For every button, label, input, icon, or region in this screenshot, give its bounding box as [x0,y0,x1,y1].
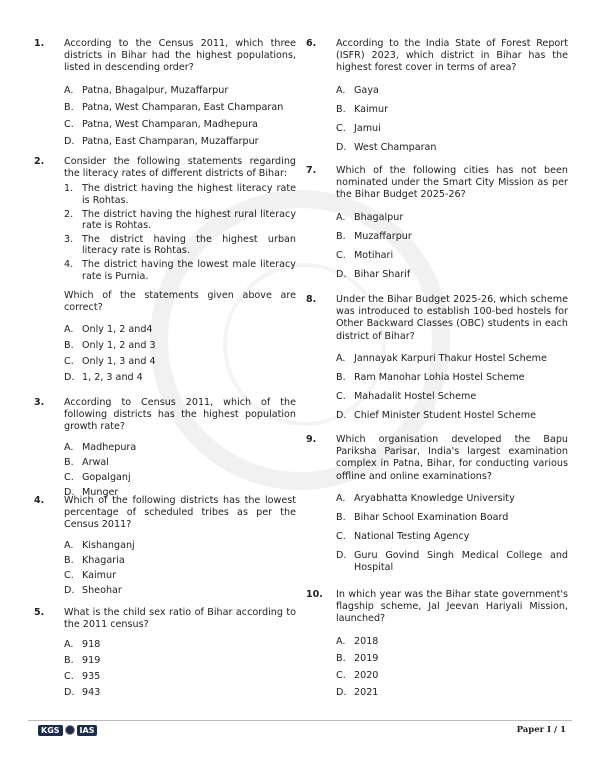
option[interactable]: D. Patna, East Champaran, Muzaffarpur [64,135,259,147]
question-10 [306,589,568,699]
question-2 [34,156,296,397]
option[interactable]: D. 943 [64,687,101,699]
question-text: According to Census 2011, which of the following districts has the highest population growth rate? [64,397,296,433]
option[interactable]: B. Muzaffarpur [336,230,412,242]
question-number: 10. [306,589,323,600]
option[interactable]: D. 2021 [336,686,379,698]
option[interactable]: D. 1, 2, 3 and 4 [64,372,143,384]
option[interactable]: C. Jamui [336,122,381,134]
question-8 [306,294,568,434]
question-text: Under the Bihar Budget 2025-26, which scheme was introduced to establish 100-bed hostels for Other Backward Classes (OBC) students in each district of Bihar? [336,294,568,342]
question-3 [34,397,296,498]
question-1 [34,38,296,156]
option[interactable]: B. Arwal [64,456,109,468]
option[interactable]: C. 2020 [336,669,379,681]
option[interactable]: A. Bhagalpur [336,211,404,223]
logo-text-right: IAS [77,725,98,736]
question-number: 7. [306,165,317,176]
question-number: 8. [306,294,317,305]
statement: 1. The district having the highest literacy rate is Rohtas. [64,183,296,206]
question-number: 2. [34,156,45,167]
option[interactable]: C. Only 1, 3 and 4 [64,356,156,368]
kgs-ias-logo [38,724,97,736]
option[interactable]: B. Kaimur [336,103,389,115]
option[interactable]: B. 2019 [336,652,379,664]
option[interactable]: D. Chief Minister Student Hostel Scheme [336,409,536,421]
option[interactable]: D. Sheohar [64,584,122,596]
question-followup: Which of the statements given above are correct? [64,290,296,314]
question-7 [306,165,568,294]
statement: 4. The district having the lowest male literacy rate is Purnia. [64,258,296,282]
question-4 [34,495,296,607]
question-text: Which organisation developed the Bapu Pariksha Parisar, India's largest examination complex in Patna, Bihar, for conducting various offline and online examinations? [336,434,568,482]
question-text: In which year was the Bihar state government's flagship scheme, Jal Jeevan Hariyali Mission, launched? [336,589,568,625]
question-number: 1. [34,38,45,49]
question-5 [34,607,296,699]
question-number: 4. [34,495,45,506]
option[interactable]: A. Aryabhatta Knowledge University [336,492,515,504]
question-number: 6. [306,38,317,49]
option[interactable]: A. Gaya [336,84,379,96]
option[interactable]: A. 2018 [336,635,379,647]
question-9 [306,434,568,589]
option[interactable]: A. Jannayak Karpuri Thakur Hostel Scheme [336,352,547,364]
question-text: Which of the following districts has the lowest percentage of scheduled tribes as per the Census 2011? [64,495,296,531]
statement: 2. The district having the highest rural literacy rate is Rohtas. [64,208,296,232]
question-text: Consider the following statements regarding the literacy rates of different districts of Bihar: [64,156,296,180]
page-number: Paper I / 1 [516,725,566,735]
option[interactable]: C. Motihari [336,249,394,261]
option[interactable]: B. 919 [64,655,101,667]
option[interactable]: C. 935 [64,671,101,683]
left-column [34,38,296,699]
question-number: 9. [306,434,317,445]
question-text: According to the Census 2011, which three districts in Bihar had the highest populations, listed in descending order? [64,38,296,74]
option[interactable]: B. Patna, West Champaran, East Champaran [64,101,284,113]
option[interactable]: A. Kishanganj [64,539,135,551]
question-text: Which of the following cities has not been nominated under the Smart City Mission as per the Bihar Budget 2025-26? [336,165,568,201]
option[interactable]: D. Guru Govind Singh Medical College and Hospital [336,549,568,573]
option[interactable]: A. Madhepura [64,441,137,453]
option[interactable]: B. Ram Manohar Lohia Hostel Scheme [336,371,525,383]
option[interactable]: A. Only 1, 2 and4 [64,324,153,336]
logo-text-left: KGS [38,725,63,736]
option[interactable]: D. Munger [64,486,119,498]
statement: 3. The district having the highest urban literacy rate is Rohtas. [64,233,296,257]
option[interactable]: C. Kaimur [64,569,117,581]
option[interactable]: D. West Champaran [336,141,437,153]
option[interactable]: B. Khagaria [64,554,125,566]
option[interactable]: C. National Testing Agency [336,530,470,542]
question-6 [306,38,568,165]
right-column [306,38,568,699]
option[interactable]: C. Patna, West Champaran, Madhepura [64,118,258,130]
option[interactable]: A. Patna, Bhagalpur, Muzaffarpur [64,84,229,96]
question-number: 5. [34,607,45,618]
option[interactable]: D. Bihar Sharif [336,268,411,280]
option[interactable]: C. Mahadalit Hostel Scheme [336,390,477,402]
question-text: What is the child sex ratio of Bihar according to the 2011 census? [64,607,296,631]
logo-emblem-icon [65,725,75,735]
footer-divider [28,720,572,721]
option[interactable]: A. 918 [64,639,101,651]
question-number: 3. [34,397,45,408]
option[interactable]: B. Bihar School Examination Board [336,511,509,523]
question-text: According to the India State of Forest Report (ISFR) 2023, which district in Bihar has the highest forest cover in terms of area? [336,38,568,74]
option[interactable]: C. Gopalganj [64,471,131,483]
option[interactable]: B. Only 1, 2 and 3 [64,340,156,352]
